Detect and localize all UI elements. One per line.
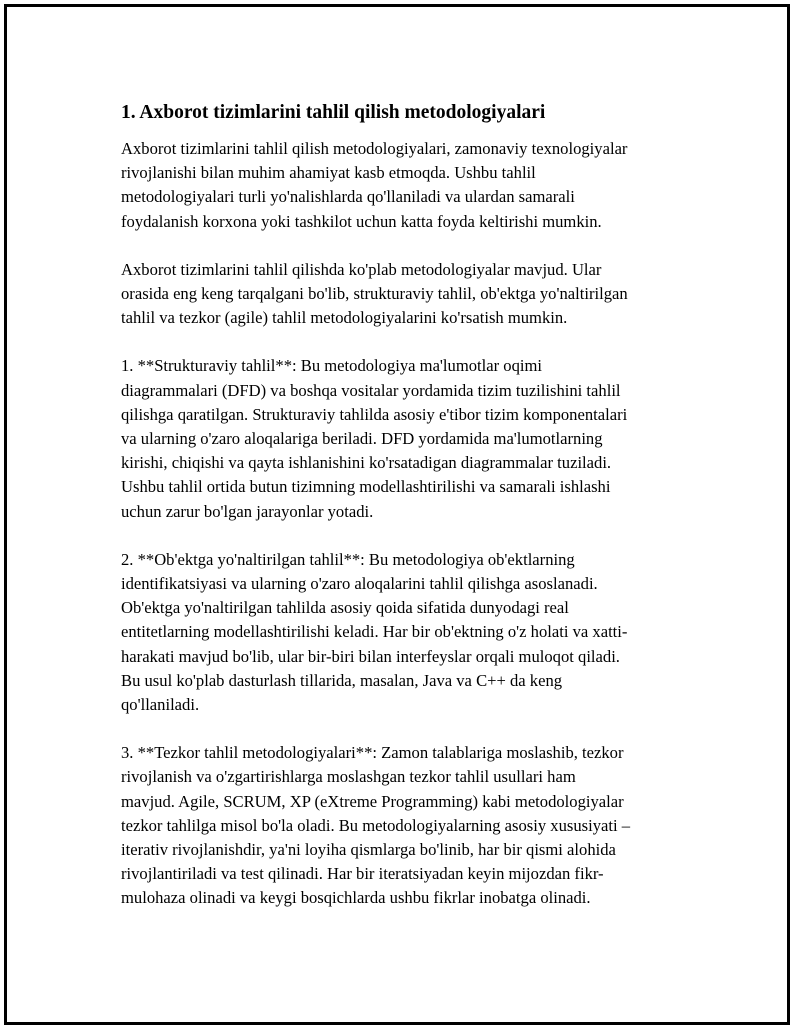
text-line: diagrammalari (DFD) va boshqa vositalar yordamida tizim tuzilishini tahlil (121, 380, 621, 400)
text-line: rivojlanishi bilan muhim ahamiyat kasb etmoqda. Ushbu tahlil (121, 163, 536, 183)
text-line: kirishi, chiqishi va qayta ishlanishini ko'rsatadigan diagrammalar tuziladi. (121, 453, 612, 473)
text-line: metodologiyalari turli yo'nalishlarda qo'llaniladi va ulardan samarali (121, 187, 575, 207)
text-line: mavjud. Agile, SCRUM, XP (eXtreme Programming) kabi metodologiyalar (121, 791, 624, 811)
text-line: foydalanish korxona yoki tashkilot uchun katta foyda keltirishi mumkin. (121, 211, 602, 231)
text-line: uchun zarur bo'lgan jarayonlar yotadi. (121, 501, 374, 521)
text-line: va ularning o'zaro aloqalariga beriladi. DFD yordamida ma'lumotlarning (121, 429, 603, 449)
text-line: 2. **Ob'ektga yo'naltirilgan tahlil**: Bu metodologiya ob'ektlarning (121, 549, 575, 569)
text-line: tezkor tahlilga misol bo'la oladi. Bu metodologiyalarning asosiy xususiyati – (121, 815, 631, 835)
text-line: 1. **Strukturaviy tahlil**: Bu metodologiya ma'lumotlar oqimi (121, 356, 543, 376)
text-line: qilishga qaratilgan. Strukturaviy tahlilda asosiy e'tibor tizim komponentalari (121, 404, 628, 424)
text-line: Axborot tizimlarini tahlil qilish metodologiyalari, zamonaviy texnologiyalar (121, 139, 628, 158)
paragraph (121, 354, 701, 523)
document-page (4, 4, 790, 1025)
text-line: orasida eng keng tarqalgani bo'lib, strukturaviy tahlil, ob'ektga yo'naltirilgan (121, 284, 628, 304)
paragraph (121, 137, 701, 234)
text-line: 3. **Tezkor tahlil metodologiyalari**: Zamon talablariga moslashib, tezkor (121, 743, 624, 763)
paragraph-list (121, 137, 701, 911)
paragraph (121, 741, 701, 910)
text-line: Ob'ektga yo'naltirilgan tahlilda asosiy qoida sifatida dunyodagi real (121, 598, 569, 618)
paragraph (121, 548, 701, 717)
text-line: iterativ rivojlanishdir, ya'ni loyiha qismlarga bo'linib, har bir qismi alohida (121, 840, 616, 860)
text-line: rivojlantiriladi va test qilinadi. Har bir iteratsiyadan keyin mijozdan fikr- (121, 864, 604, 884)
text-line: rivojlanish va o'zgartirishlarga moslashgan tezkor tahlil usullari ham (121, 767, 576, 787)
text-line: Ushbu tahlil ortida butun tizimning modellashtirilishi va samarali ishlashi (121, 477, 611, 497)
text-line: Bu usul ko'plab dasturlash tillarida, masalan, Java va C++ da keng (121, 670, 563, 690)
section-heading: 1. Axborot tizimlarini tahlil qilish metodologiyalari (121, 102, 546, 123)
document-body (121, 99, 701, 935)
text-line: mulohaza olinadi va keygi bosqichlarda ushbu fikrlar inobatga olinadi. (121, 888, 591, 908)
text-line: Axborot tizimlarini tahlil qilishda ko'plab metodologiyalar mavjud. Ular (121, 259, 602, 279)
text-line: identifikatsiyasi va ularning o'zaro aloqalarini tahlil qilishga asoslanadi. (121, 574, 598, 594)
text-line: entitetlarning modellashtirilishi keladi. Har bir ob'ektning o'z holati va xatti- (121, 622, 628, 642)
paragraph (121, 258, 701, 331)
text-line: tahlil va tezkor (agile) tahlil metodologiyalarini ko'rsatish mumkin. (121, 308, 568, 328)
text-line: qo'llaniladi. (121, 695, 200, 715)
text-line: harakati mavjud bo'lib, ular bir-biri bilan interfeyslar orqali muloqot qiladi. (121, 646, 620, 666)
